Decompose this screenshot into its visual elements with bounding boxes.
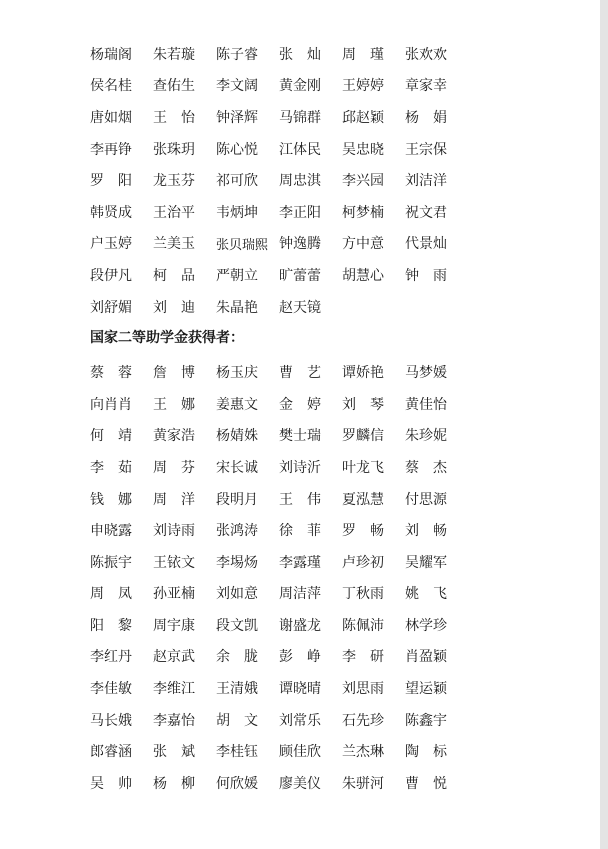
name-entry: 曹 艺 — [279, 365, 321, 382]
name-entry: 徐 菲 — [279, 523, 321, 540]
name-entry: 黄佳怡 — [405, 396, 447, 413]
name-entry: 罗 阳 — [90, 173, 132, 190]
name-entry: 柯 品 — [153, 267, 195, 284]
name-entry: 马梦媛 — [405, 365, 447, 382]
name-entry: 周 洋 — [153, 491, 195, 508]
name-entry: 陈佩沛 — [342, 617, 384, 634]
name-entry: 郎睿涵 — [90, 744, 132, 761]
name-entry: 王 怡 — [153, 109, 195, 126]
name-entry: 李桂钰 — [216, 744, 258, 761]
name-entry: 旷蕾蕾 — [279, 267, 321, 284]
name-entry: 段伊凡 — [90, 267, 132, 284]
name-entry: 钱 娜 — [90, 491, 132, 508]
name-entry: 方中意 — [342, 236, 384, 253]
name-entry: 蔡 杰 — [405, 459, 447, 476]
name-entry: 陈振宇 — [90, 554, 132, 571]
name-entry: 祁可欣 — [216, 173, 258, 190]
name-entry: 向肖肖 — [90, 396, 132, 413]
name-entry: 谭娇艳 — [342, 365, 384, 382]
name-entry: 段明月 — [216, 491, 258, 508]
name-entry: 黄家浩 — [153, 428, 195, 445]
name-entry: 何欣媛 — [216, 775, 258, 792]
name-entry: 彭 峥 — [279, 649, 321, 666]
name-entry: 刘 畅 — [405, 523, 447, 540]
name-entry: 李 研 — [342, 649, 384, 666]
name-entry: 户玉婷 — [90, 236, 132, 253]
name-entry: 朱骈河 — [342, 775, 384, 792]
name-entry: 李埸炀 — [216, 554, 258, 571]
name-entry: 韦炳坤 — [216, 204, 258, 221]
name-entry: 黄金刚 — [279, 78, 321, 95]
name-entry: 李露瑾 — [279, 554, 321, 571]
name-entry: 王 伟 — [279, 491, 321, 508]
name-entry: 马锦群 — [279, 109, 321, 126]
name-entry: 林学珍 — [405, 617, 447, 634]
name-entry: 李正阳 — [279, 204, 321, 221]
name-entry: 夏泓慧 — [342, 491, 384, 508]
name-entry: 李再铮 — [90, 141, 132, 158]
name-entry: 龙玉芬 — [153, 173, 195, 190]
name-entry: 王铱文 — [153, 554, 195, 571]
name-entry: 胡慧心 — [342, 267, 384, 284]
name-entry: 张鸿涛 — [216, 523, 258, 540]
name-entry: 杨瑞阁 — [90, 46, 132, 63]
document-content — [90, 38, 490, 799]
name-entry: 罗 畅 — [342, 523, 384, 540]
section-heading-second-class: 国家二等助学金获得者： — [90, 330, 244, 347]
page-edge-strip — [600, 0, 608, 849]
name-entry: 侯名桂 — [90, 78, 132, 95]
name-entry: 何 靖 — [90, 428, 132, 445]
name-entry: 李嘉怡 — [153, 712, 195, 729]
name-entry: 曹 悦 — [405, 775, 447, 792]
name-entry: 叶龙飞 — [342, 459, 384, 476]
name-entry: 周 凤 — [90, 586, 132, 603]
name-entry: 刘思雨 — [342, 681, 384, 698]
name-entry: 王 娜 — [153, 396, 195, 413]
name-entry: 兰杰琳 — [342, 744, 384, 761]
name-entry: 钟泽辉 — [216, 109, 258, 126]
name-entry: 代景灿 — [405, 236, 447, 253]
name-entry: 韩贤成 — [90, 204, 132, 221]
name-entry: 廖美仪 — [279, 775, 321, 792]
name-entry: 严朝立 — [216, 267, 258, 284]
name-entry: 姚 飞 — [405, 586, 447, 603]
name-entry: 朱若璇 — [153, 46, 195, 63]
name-entry: 王清娥 — [216, 681, 258, 698]
name-entry: 钟逸腾 — [279, 236, 321, 253]
name-entry: 查佑生 — [153, 78, 195, 95]
name-entry: 孙亚楠 — [153, 586, 195, 603]
name-entry: 李维江 — [153, 681, 195, 698]
name-entry: 柯梦楠 — [342, 204, 384, 221]
name-entry: 章家幸 — [405, 78, 447, 95]
name-entry: 张 斌 — [153, 744, 195, 761]
name-entry: 周宇康 — [153, 617, 195, 634]
name-entry: 李 茹 — [90, 459, 132, 476]
name-entry: 李红丹 — [90, 649, 132, 666]
name-entry: 陈子睿 — [216, 46, 258, 63]
name-entry: 朱珍妮 — [405, 428, 447, 445]
name-entry: 吴耀军 — [405, 554, 447, 571]
name-entry: 王宗保 — [405, 141, 447, 158]
name-entry: 陶 标 — [405, 744, 447, 761]
name-entry: 段文凯 — [216, 617, 258, 634]
name-entry: 顾佳欣 — [279, 744, 321, 761]
name-entry: 赵天镜 — [279, 299, 321, 316]
name-entry: 刘诗沂 — [279, 459, 321, 476]
name-entry: 刘 琴 — [342, 396, 384, 413]
name-entry: 刘如意 — [216, 586, 258, 603]
name-entry: 李兴园 — [342, 173, 384, 190]
name-entry: 钟 雨 — [405, 267, 447, 284]
name-entry: 余 胧 — [216, 649, 258, 666]
name-entry: 杨玉庆 — [216, 365, 258, 382]
name-entry: 申晓露 — [90, 523, 132, 540]
name-entry: 石先珍 — [342, 712, 384, 729]
name-entry: 望运颖 — [405, 681, 447, 698]
name-entry: 王治平 — [153, 204, 195, 221]
name-entry: 邱赵颖 — [342, 109, 384, 126]
name-entry: 杨婧姝 — [216, 428, 258, 445]
name-entry: 刘洁洋 — [405, 173, 447, 190]
name-entry: 周忠淇 — [279, 173, 321, 190]
name-entry: 陈鑫宇 — [405, 712, 447, 729]
name-entry: 赵京武 — [153, 649, 195, 666]
name-entry: 吴忠晓 — [342, 141, 384, 158]
name-entry: 刘常乐 — [279, 712, 321, 729]
name-entry: 张珠玥 — [153, 141, 195, 158]
name-entry: 马长娥 — [90, 712, 132, 729]
name-entry: 吴 帅 — [90, 775, 132, 792]
name-entry: 李佳敏 — [90, 681, 132, 698]
name-list-second-class — [90, 356, 490, 798]
name-entry: 卢珍初 — [342, 554, 384, 571]
name-entry: 张贝瑞熙 — [216, 237, 269, 253]
name-entry: 丁秋雨 — [342, 586, 384, 603]
name-entry: 杨 柳 — [153, 775, 195, 792]
name-entry: 姜惠文 — [216, 396, 258, 413]
name-entry: 樊士瑞 — [279, 428, 321, 445]
name-entry: 周洁萍 — [279, 586, 321, 603]
name-entry: 胡 文 — [216, 712, 258, 729]
name-entry: 詹 博 — [153, 365, 195, 382]
name-entry: 张 灿 — [279, 46, 321, 63]
name-entry: 陈心悦 — [216, 141, 258, 158]
name-entry: 杨 娟 — [405, 109, 447, 126]
name-entry: 阳 黎 — [90, 617, 132, 634]
name-entry: 罗麟信 — [342, 428, 384, 445]
name-entry: 宋长诚 — [216, 459, 258, 476]
name-entry: 谢盛龙 — [279, 617, 321, 634]
name-entry: 金 婷 — [279, 396, 321, 413]
name-list-first — [90, 38, 490, 322]
name-entry: 蔡 蓉 — [90, 365, 132, 382]
name-entry: 周 瑾 — [342, 46, 384, 63]
name-entry: 付思源 — [405, 491, 447, 508]
name-entry: 张欢欢 — [405, 46, 447, 63]
name-entry: 刘舒媚 — [90, 299, 132, 316]
name-entry: 周 芬 — [153, 459, 195, 476]
name-entry: 刘诗雨 — [153, 523, 195, 540]
name-entry: 江体民 — [279, 141, 321, 158]
name-entry: 唐如烟 — [90, 109, 132, 126]
name-entry: 朱晶艳 — [216, 299, 258, 316]
name-entry: 李文阔 — [216, 78, 258, 95]
name-entry: 兰美玉 — [153, 236, 195, 253]
name-entry: 谭晓晴 — [279, 681, 321, 698]
name-entry: 肖盈颖 — [405, 649, 447, 666]
name-entry: 王婷婷 — [342, 78, 384, 95]
name-entry: 刘 迪 — [153, 299, 195, 316]
name-entry: 祝文君 — [405, 204, 447, 221]
